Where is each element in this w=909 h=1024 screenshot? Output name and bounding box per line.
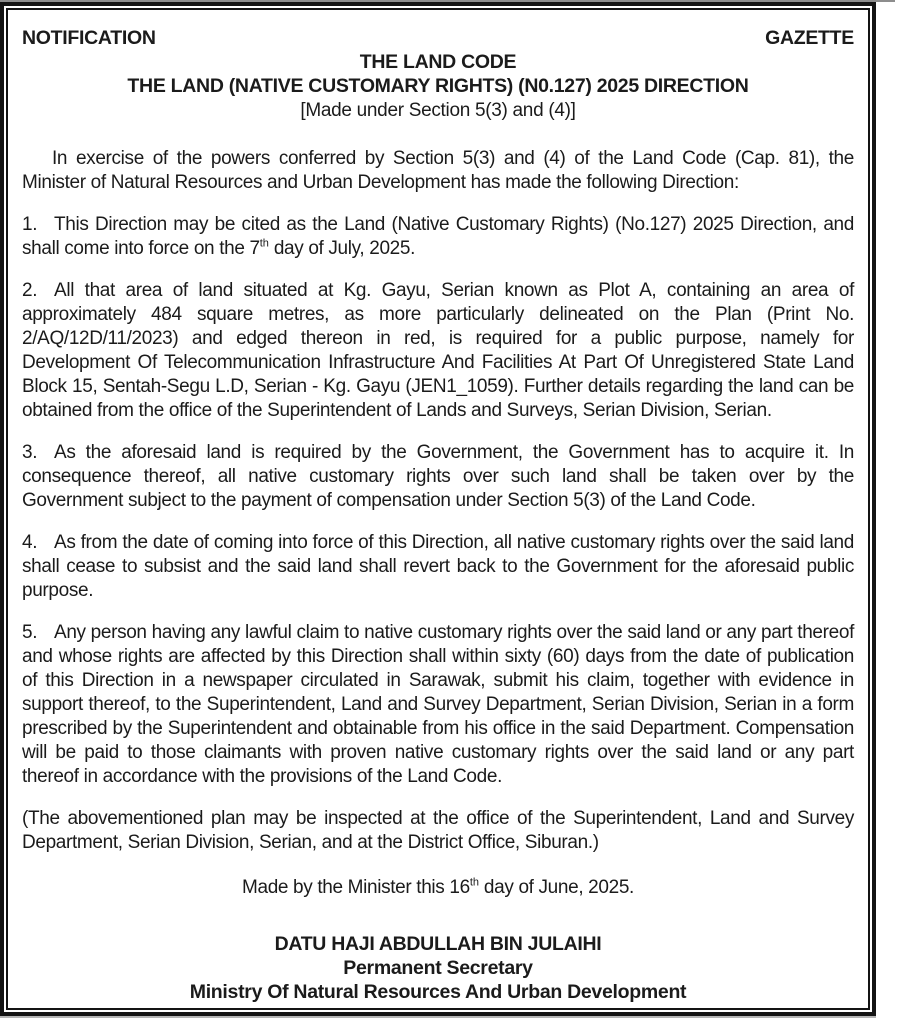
paragraph-3 [22, 441, 854, 513]
paragraph-1-text-after: day of July, 2025. [268, 238, 416, 259]
paragraph-1-superscript: th [259, 237, 269, 250]
paragraph-4-number: 4. [22, 532, 38, 553]
paragraph-3-text: As the aforesaid land is required by the Government, the Government has to acquire it. In consequence thereof, all native customary rights over such land shall be taken over by the Government subject to the payment of compensation under Section 5(3) of the Land Code. [22, 442, 854, 511]
paragraph-1 [22, 213, 854, 261]
intro-paragraph: In exercise of the powers conferred by Section 5(3) and (4) of the Land Code (Cap. 81), the Minister of Natural Resources and Urban Development has made the following Direction: [22, 148, 854, 193]
header-notification-label: NOTIFICATION [22, 27, 156, 49]
paragraph-4-text: As from the date of coming into force of this Direction, all native customary rights over the said land shall cease to subsist and the said land shall revert back to the Government for the aforesaid public purpose. [22, 532, 854, 601]
document-outer-border [0, 2, 876, 1016]
paragraph-2 [22, 279, 854, 423]
plan-inspection-note: (The abovementioned plan may be inspected at the office of the Superintendent, Land and Survey Department, Serian Division, Serian, and at the District Office, Siburan.) [22, 808, 854, 853]
document-subtitle: THE LAND (NATIVE CUSTOMARY RIGHTS) (N0.127) 2025 DIRECTION [127, 75, 749, 97]
signatory-title: Permanent Secretary [343, 957, 533, 979]
paragraph-3-number: 3. [22, 442, 38, 463]
document-header-row [22, 26, 854, 50]
paragraph-1-number: 1. [22, 214, 38, 235]
signature-block [22, 932, 854, 1004]
paragraph-2-number: 2. [22, 280, 38, 301]
paragraph-5-text: Any person having any lawful claim to native customary rights over the said land or any part thereof and whose rights are affected by this Direction shall within sixty (60) days from the date of publication of this Direction in a newspaper circulated in Sarawak, submit his claim, together with evidence in support thereof, to the Superintendent, Land and Survey Department, Serian Division, Serian in a form prescribed by the Superintendent and obtainable from his office in the said Department. Compensation will be paid to those claimants with proven native customary rights over the said land or any part thereof in accordance with the provisions of the Land Code. [22, 622, 854, 787]
title-block [22, 51, 854, 123]
made-under-section-line: [Made under Section 5(3) and (4)] [300, 100, 576, 121]
made-by-text: Made by the Minister this 16 [242, 877, 470, 898]
made-by-minister-line [22, 876, 854, 900]
paragraph-4 [22, 531, 854, 603]
made-by-text-after: day of June, 2025. [479, 877, 634, 898]
paragraph-1-text: This Direction may be cited as the Land (Native Customary Rights) (No.127) 2025 Direction, and shall come into force on the 7 [22, 214, 854, 259]
signatory-ministry: Ministry Of Natural Resources And Urban Development [189, 981, 687, 1003]
header-gazette-label: GAZETTE [765, 27, 854, 49]
paragraph-2-text: All that area of land situated at Kg. Gayu, Serian known as Plot A, containing an area of approximately 484 square metres, as more particularly delineated on the Plan (Print No. 2/AQ/12D/11/2023) and edged thereon in red, is required for a public purpose, namely for Development Of Telecommunication Infrastructure And Facilities At Part Of Unregistered State Land Block 15, Sentah-Segu L.D, Serian - Kg. Gayu (JEN1_1059). Further details regarding the land can be obtained from the office of the Superintendent of Lands and Surveys, Serian Division, Serian. [22, 280, 854, 421]
document-inner-border [6, 8, 870, 1010]
signatory-name: DATU HAJI ABDULLAH BIN JULAIHI [274, 933, 602, 955]
made-by-superscript: th [469, 876, 479, 889]
paragraph-5 [22, 621, 854, 789]
document-title: THE LAND CODE [359, 51, 517, 73]
paragraph-5-number: 5. [22, 622, 38, 643]
